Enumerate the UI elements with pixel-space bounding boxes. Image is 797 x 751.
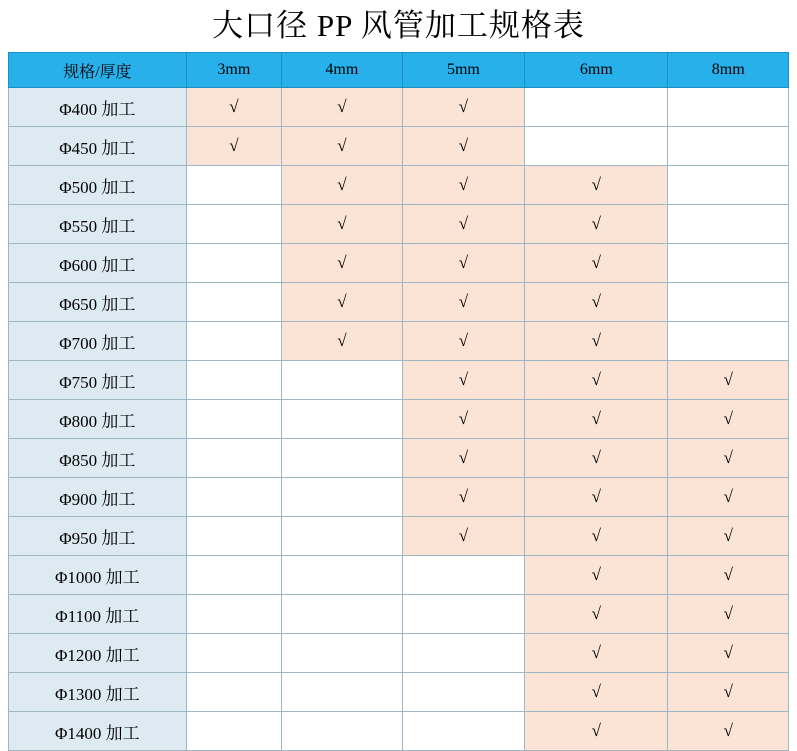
row-label: Φ800 加工 [9,400,187,439]
page-title: 大口径 PP 风管加工规格表 [212,8,585,43]
cell-empty [668,244,789,283]
cell-empty [282,400,402,439]
cell-empty [402,556,525,595]
cell-checked [402,127,525,166]
check-icon: √ [458,370,469,389]
cell-checked [402,400,525,439]
cell-checked [282,244,402,283]
cell-empty [186,283,282,322]
cell-checked [525,556,668,595]
table-row [9,517,789,556]
check-icon: √ [458,448,469,467]
table-row [9,361,789,400]
cell-empty [282,517,402,556]
cell-checked [525,517,668,556]
cell-checked [525,205,668,244]
cell-empty [668,88,789,127]
check-icon: √ [458,331,469,350]
cell-checked [402,205,525,244]
check-icon: √ [723,409,733,428]
cell-checked [668,634,789,673]
row-label: Φ700 加工 [9,322,187,361]
check-icon: √ [458,292,469,311]
row-label: Φ1100 加工 [9,595,187,634]
cell-empty [186,166,282,205]
cell-checked [402,517,525,556]
row-label: Φ1300 加工 [9,673,187,712]
cell-checked [525,361,668,400]
cell-checked [668,400,789,439]
cell-checked [525,595,668,634]
cell-checked [186,88,282,127]
cell-checked [282,127,402,166]
check-icon: √ [723,526,733,545]
check-icon: √ [591,370,601,389]
cell-checked [525,244,668,283]
cell-checked [525,283,668,322]
check-icon: √ [591,721,601,740]
check-icon: √ [723,487,733,506]
cell-checked [282,166,402,205]
row-label: Φ1200 加工 [9,634,187,673]
check-icon: √ [458,409,469,428]
cell-empty [186,517,282,556]
cell-empty [402,673,525,712]
cell-empty [186,712,282,751]
table-row [9,673,789,712]
cell-empty [186,673,282,712]
cell-checked [668,556,789,595]
cell-checked [402,166,525,205]
cell-empty [282,556,402,595]
check-icon: √ [337,253,347,272]
row-label: Φ600 加工 [9,244,187,283]
row-label: Φ500 加工 [9,166,187,205]
cell-empty [186,595,282,634]
table-row [9,166,789,205]
check-icon: √ [458,175,469,194]
row-label: Φ400 加工 [9,88,187,127]
cell-checked [525,439,668,478]
check-icon: √ [591,409,601,428]
check-icon: √ [337,136,347,155]
cell-empty [282,634,402,673]
check-icon: √ [723,565,733,584]
check-icon: √ [337,292,347,311]
check-icon: √ [458,526,469,545]
check-icon: √ [591,292,601,311]
row-label: Φ950 加工 [9,517,187,556]
check-icon: √ [591,253,601,272]
table-row [9,634,789,673]
cell-empty [668,322,789,361]
spec-table [8,52,789,751]
column-header-thickness: 6mm [525,53,668,88]
table-body [9,88,789,751]
cell-empty [525,127,668,166]
table-row [9,127,789,166]
column-header-spec: 规格/厚度 [9,53,187,88]
check-icon: √ [458,136,469,155]
cell-empty [186,400,282,439]
cell-checked [525,322,668,361]
check-icon: √ [458,253,469,272]
cell-empty [402,634,525,673]
check-icon: √ [229,97,239,116]
cell-checked [402,322,525,361]
cell-checked [668,517,789,556]
cell-empty [282,478,402,517]
cell-empty [282,439,402,478]
column-header-thickness: 5mm [402,53,525,88]
check-icon: √ [591,526,601,545]
cell-empty [668,166,789,205]
cell-empty [668,283,789,322]
row-label: Φ750 加工 [9,361,187,400]
row-label: Φ900 加工 [9,478,187,517]
cell-checked [668,478,789,517]
check-icon: √ [723,604,733,623]
check-icon: √ [591,643,601,662]
check-icon: √ [723,643,733,662]
cell-checked [525,400,668,439]
check-icon: √ [723,370,733,389]
check-icon: √ [229,136,239,155]
table-row [9,478,789,517]
column-header-thickness: 3mm [186,53,282,88]
cell-checked [668,361,789,400]
cell-empty [186,478,282,517]
check-icon: √ [337,97,347,116]
cell-checked [282,205,402,244]
cell-empty [186,244,282,283]
cell-empty [525,88,668,127]
cell-checked [668,595,789,634]
cell-checked [282,322,402,361]
check-icon: √ [591,175,601,194]
cell-checked [525,712,668,751]
check-icon: √ [458,97,469,116]
row-label: Φ550 加工 [9,205,187,244]
cell-empty [282,361,402,400]
cell-checked [668,439,789,478]
cell-empty [668,127,789,166]
table-header-row [9,53,789,88]
check-icon: √ [591,214,601,233]
table-header [9,53,789,88]
cell-empty [282,595,402,634]
cell-checked [186,127,282,166]
check-icon: √ [723,448,733,467]
cell-empty [186,361,282,400]
table-row [9,439,789,478]
cell-checked [402,244,525,283]
cell-checked [402,361,525,400]
cell-checked [525,673,668,712]
cell-checked [402,478,525,517]
row-label: Φ1400 加工 [9,712,187,751]
cell-empty [282,673,402,712]
row-label: Φ450 加工 [9,127,187,166]
cell-empty [186,322,282,361]
row-label: Φ1000 加工 [9,556,187,595]
check-icon: √ [458,214,469,233]
check-icon: √ [591,487,601,506]
cell-empty [282,712,402,751]
cell-checked [282,283,402,322]
check-icon: √ [337,331,347,350]
table-row [9,283,789,322]
cell-checked [668,712,789,751]
check-icon: √ [458,487,469,506]
check-icon: √ [337,214,347,233]
check-icon: √ [337,175,347,194]
cell-empty [186,556,282,595]
cell-checked [402,439,525,478]
table-row [9,595,789,634]
cell-empty [186,205,282,244]
table-row [9,556,789,595]
table-row [9,244,789,283]
cell-empty [186,439,282,478]
check-icon: √ [591,565,601,584]
check-icon: √ [723,682,733,701]
table-row [9,322,789,361]
cell-checked [525,478,668,517]
check-icon: √ [591,331,601,350]
cell-checked [668,673,789,712]
cell-empty [186,634,282,673]
cell-checked [402,88,525,127]
cell-empty [402,595,525,634]
cell-checked [282,88,402,127]
cell-checked [402,283,525,322]
cell-empty [402,712,525,751]
row-label: Φ850 加工 [9,439,187,478]
check-icon: √ [723,721,733,740]
column-header-thickness: 4mm [282,53,402,88]
check-icon: √ [591,604,601,623]
check-icon: √ [591,448,601,467]
table-row [9,400,789,439]
cell-checked [525,634,668,673]
cell-checked [525,166,668,205]
table-row [9,205,789,244]
table-row [9,88,789,127]
check-icon: √ [591,682,601,701]
column-header-thickness: 8mm [668,53,789,88]
table-row [9,712,789,751]
row-label: Φ650 加工 [9,283,187,322]
cell-empty [668,205,789,244]
